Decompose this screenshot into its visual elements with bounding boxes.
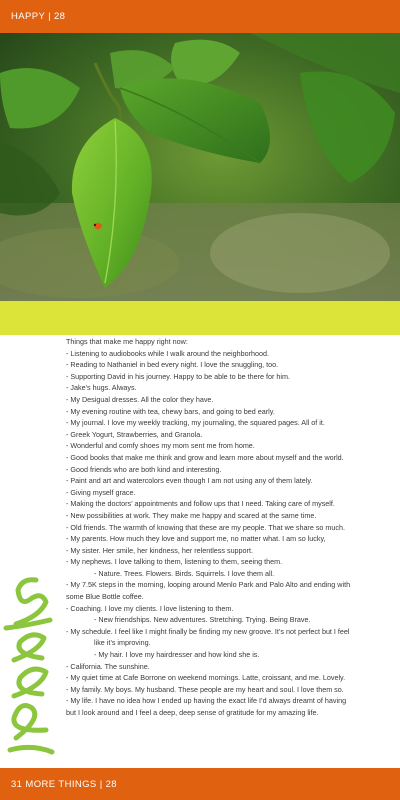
list-item: - My life. I have no idea how I ended up having the exact life I’d always dreamt of having — [66, 696, 347, 706]
list-item: - My sister. Her smile, her kindness, her relentless support. — [66, 545, 253, 555]
list-item: - My nephews. I love talking to them, listening to them, seeing them. — [66, 557, 283, 567]
happy-list — [66, 336, 388, 719]
list-item: - Nature. Trees. Flowers. Birds. Squirrels. I love them all. — [94, 568, 275, 578]
list-intro: Things that make me happy right now: — [66, 337, 188, 346]
list-item: like it’s improving. — [94, 638, 151, 648]
list-item: - Supporting David in his journey. Happy to be able to be there for him. — [66, 371, 291, 381]
list-item: - Good books that make me think and grow and learn more about myself and the world. — [66, 452, 344, 462]
list-item: - Making the doctors’ appointments and follow ups that I need. Taking care of myself. — [66, 499, 335, 509]
footer-label: 31 MORE THINGS | 28 — [11, 778, 117, 790]
header-label: HAPPY | 28 — [11, 11, 66, 22]
list-item: some Blue Bottle coffee. — [66, 592, 144, 602]
list-item: - New possibilities at work. They make me happy and scared at the same time. — [66, 510, 317, 520]
list-item: - Wonderful and comfy shoes my mom sent me from home. — [66, 441, 255, 451]
list-item: - Listening to audiobooks while I walk around the neighborhood. — [66, 348, 269, 358]
list-item: - My 7.5K steps in the morning, looping around Menlo Park and Palo Alto and ending with — [66, 580, 351, 590]
list-item: - Jake’s hugs. Always. — [66, 383, 137, 393]
list-item: - My parents. How much they love and support me, no matter what. I am so lucky, — [66, 534, 326, 544]
list-item: - Greek Yogurt, Strawberries, and Granola. — [66, 429, 203, 439]
list-item: - New friendships. New adventures. Stretching. Trying. Being Brave. — [94, 615, 311, 625]
list-item: - My hair. I love my hairdresser and how kind she is. — [94, 650, 260, 660]
header-bar — [0, 0, 400, 33]
list-item: - My family. My boys. My husband. These people are my heart and soul. I love them so. — [66, 684, 344, 694]
list-item: - My schedule. I feel like I might finally be finding my new groove. It’s not perfect but I feel — [66, 626, 350, 636]
list-item: - Paint and art and watercolors even though I am not using any of them lately. — [66, 476, 313, 486]
list-item: - My Desigual dresses. All the color they have. — [66, 394, 214, 404]
list-item: but I look around and I feel a deep, deep sense of gratitude for my amazing life. — [66, 708, 319, 717]
list-item: - California. The sunshine. — [66, 661, 150, 671]
list-item: - My journal. I love my weekly tracking, my journaling, the squared pages. All of it. — [66, 418, 325, 428]
list-item: - Good friends who are both kind and interesting. — [66, 464, 222, 474]
list-item: - My quiet time at Cafe Borrone on weekend mornings. Latte, croissant, and me. Lovely. — [66, 673, 346, 683]
lime-band — [0, 301, 400, 335]
list-item: - My evening routine with tea, chewy bars, and going to bed early. — [66, 406, 275, 416]
list-item: - Old friends. The warmth of knowing that these are my people. That we share so much. — [66, 522, 345, 532]
footer-bar — [0, 768, 400, 800]
list-item: - Giving myself grace. — [66, 487, 136, 497]
leaf-photo — [0, 33, 400, 301]
happy-script-word — [2, 568, 58, 758]
list-item: - Reading to Nathaniel in bed every night. I love the snuggling, too. — [66, 360, 279, 370]
list-item: - Coaching. I love my clients. I love listening to them. — [66, 603, 234, 613]
